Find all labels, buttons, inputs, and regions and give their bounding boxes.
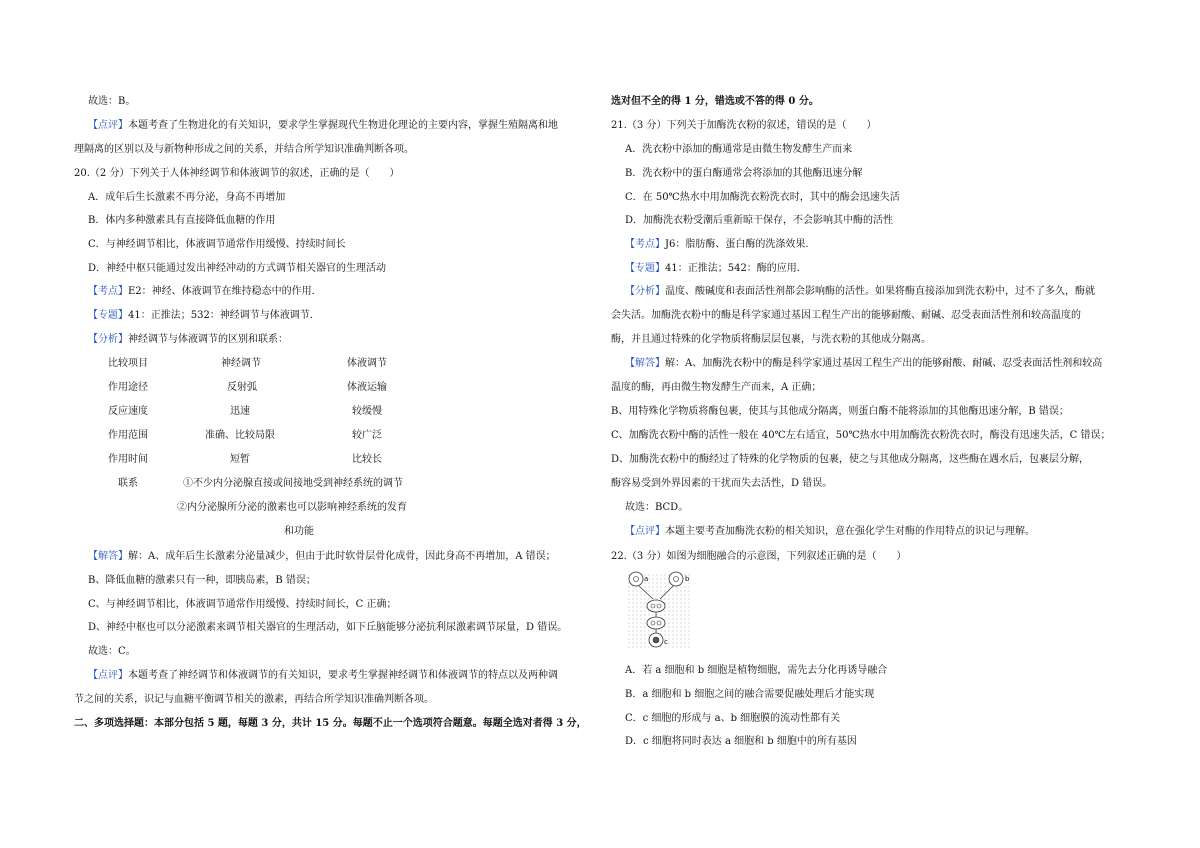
fusing-nucleus [651,604,655,608]
comment-paragraph [625,525,1035,539]
fenxi-tag: 【分析】 [625,286,665,297]
table-cell: 较缓慢 [352,406,382,417]
comment-tag: 【点评】 [88,670,128,681]
option-c: C．在 50℃热水中用加酶洗衣粉洗衣时，其中的酶会迅速失活 [625,192,900,203]
kaodian-text: J6：脂肪酶、蛋白酶的洗涤效果． [665,239,816,250]
fenxi-text: 会失活。加酶洗衣粉中的酶是科学家通过基因工程生产出的能够耐酸、耐碱、忍受表面活性剂和较高温度的 [611,310,1081,321]
option-d: D．加酶洗衣粉受潮后重新晾干保存，不会影响其中酶的活性 [625,215,894,226]
kaodian-text: E2：神经、体液调节在维持稳态中的作用． [128,286,322,297]
comment-text: 本题考查了神经调节和体液调节的有关知识，要求考生掌握神经调节和体液调节的特点以及两种调 [128,670,558,681]
zhuanti-tag: 【专题】 [88,310,128,321]
jieda-line [625,357,1102,371]
answer-line: 故选：BCD。 [625,502,689,513]
jieda-text: 酶容易受到外界因素的干扰而失去活性，D 错误。 [611,478,833,489]
zhuanti-line [88,309,320,323]
table-cell: 反射弧 [227,382,257,393]
jieda-text: D、加酶洗衣粉中的酶经过了特殊的化学物质的包裹，使之与其他成分隔离，这些酶在遇水后，包裹层分解， [611,454,1090,465]
fenxi-text: 温度、酸碱度和表面活性剂都会影响酶的活性。如果将酶直接添加到洗衣粉中，过不了多久，酶就 [665,286,1095,297]
jieda-text: D、神经中枢也可以分泌激素来调节相关器官的生理活动，如下丘脑能够分泌抗利尿激素调节尿量，D 错误。 [88,622,568,633]
option-d: D．c 细胞将同时表达 a 细胞和 b 细胞中的所有基因 [625,736,857,747]
jieda-text: 温度的酶，再由微生物发酵生产而来，A 正确； [611,382,822,393]
table-link-text: ①不少内分泌腺直接或间接地受到神经系统的调节 [183,478,403,489]
jieda-tag: 【解答】 [88,551,128,562]
table-link-label: 联系 [118,478,138,489]
table-cell: 短暂 [230,454,250,465]
table-cell: 比较长 [352,454,382,465]
option-c: C．c 细胞的形成与 a、b 细胞膜的流动性都有关 [625,713,841,724]
jieda-line [88,550,556,564]
jieda-text: 解：A、成年后生长激素分泌量减少，但由于此时软骨层骨化成骨，因此身高不再增加，A 错误； [128,551,556,562]
comment-paragraph [88,119,558,133]
fusing-nucleus [657,604,661,608]
zhuanti-tag: 【专题】 [625,263,665,274]
jieda-tag: 【解答】 [625,358,665,369]
table-header-cell: 比较项目 [108,358,148,369]
fenxi-line [625,285,1095,299]
fusing-cell [647,600,665,612]
fenxi-text: 酶，并且通过特殊的化学物质将酶层层包裹，与洗衣粉的其他成分隔离。 [611,334,931,345]
table-header-cell: 神经调节 [221,358,261,369]
table-cell: 作用途径 [108,382,148,393]
option-c: C．与神经调节相比，体液调节通常作用缓慢、持续时间长 [88,239,346,250]
zhuanti-text: 41：正推法；542：酶的应用． [665,263,807,274]
table-link-text: ②内分泌腺所分泌的激素也可以影响神经系统的发育 [177,502,407,513]
table-header-cell: 体液调节 [347,358,387,369]
zhuanti-text: 41：正推法；532：神经调节与体液调节． [128,310,320,321]
fenxi-text: 神经调节与体液调节的区别和联系： [128,334,288,345]
label-a: a [644,575,649,583]
binucleate-nucleus [657,621,661,625]
table-cell: 作用时间 [108,454,148,465]
answer-line: 故选：B。 [88,96,136,107]
cell-a-nucleus [634,577,639,582]
question-22-title: 22.（3 分）如图为细胞融合的示意图，下列叙述正确的是（ ） [611,551,907,562]
kaodian-line [88,285,322,299]
comment-text: 节之间的关系，识记与血糖平衡调节相关的激素，再结合所学知识准确判断各项。 [74,694,434,705]
table-cell: 作用范围 [108,430,148,441]
jieda-text: C、与神经调节相比，体液调节通常作用缓慢、持续时间长，C 正确； [88,599,397,610]
option-a: A．若 a 细胞和 b 细胞是植物细胞，需先去分化再诱导融合 [625,665,888,676]
kaodian-tag: 【考点】 [625,239,665,250]
question-21-title: 21.（3 分）下列关于加酶洗衣粉的叙述，错误的是（ ） [611,120,877,131]
option-a: A．洗衣粉中添加的酶通常是由微生物发酵生产而来 [625,144,853,155]
table-cell: 反应速度 [108,406,148,417]
kaodian-line [625,238,815,252]
option-b: B．洗衣粉中的蛋白酶通常会将添加的其他酶迅速分解 [625,168,863,179]
option-d: D．神经中枢只能通过发出神经冲动的方式调节相关器官的生理活动 [88,263,387,274]
comment-text: 理隔离的区别以及与新物种形成之间的关系，并结合所学知识准确判断各项。 [74,144,414,155]
jieda-text: B、降低血糖的激素只有一种，即胰岛素，B 错误； [88,575,316,586]
table-cell: 体液运输 [347,382,387,393]
jieda-text: B、用特殊化学物质将酶包裹，使其与其他成分隔离，则蛋白酶不能将添加的其他酶迅速分解，B 错误； [611,406,1069,417]
cell-b-nucleus [674,577,679,582]
kaodian-tag: 【考点】 [88,286,128,297]
option-b: B．a 细胞和 b 细胞之间的融合需要促融处理后才能实现 [625,689,875,700]
jieda-text: C、加酶洗衣粉中酶的活性一般在 40℃左右适宜，50℃热水中用加酶洗衣粉洗衣时，酶没有迅速失活，C 错误； [611,430,1111,441]
comment-tag: 【点评】 [88,120,128,131]
fenxi-tag: 【分析】 [88,334,128,345]
fenxi-line [88,333,288,347]
comment-text: 本题主要考查加酶洗衣粉的相关知识，意在强化学生对酶的作用特点的识记与理解。 [665,526,1035,537]
answer-line: 故选：C。 [88,646,136,657]
jieda-text: 解：A、加酶洗衣粉中的酶是科学家通过基因工程生产出的能够耐酸、耐碱、忍受表面活性剂和较高 [665,358,1103,369]
table-cell: 较广泛 [352,430,382,441]
binucleate-nucleus [651,621,655,625]
table-cell: 准确、比较局限 [205,430,275,441]
comment-paragraph [88,669,558,683]
question-20-title: 20.（2 分）下列关于人体神经调节和体液调节的叙述，正确的是（ ） [74,168,400,179]
option-a: A．成年后生长激素不再分泌，身高不再增加 [88,192,286,203]
cell-fusion-figure [624,570,696,652]
section-heading: 二、多项选择题：本部分包括 5 题，每题 3 分，共计 15 分。每题不止一个选项符合题意。每题全选对者得 3 分， [74,718,587,729]
cell-c-nucleus [653,637,659,643]
label-c: c [664,638,668,646]
comment-text: 本题考查了生物进化的有关知识，要求学生掌握现代生物进化理论的主要内容，掌握生殖隔离和地 [128,120,558,131]
binucleate-cell [647,617,665,629]
comment-tag: 【点评】 [625,526,665,537]
zhuanti-line [625,262,807,276]
option-b: B．体内多种激素具有直接降低血糖的作用 [88,215,276,226]
section-heading: 选对但不全的得 1 分，错选或不答的得 0 分。 [611,96,819,107]
table-cell: 迅速 [230,406,250,417]
label-b: b [685,575,690,583]
table-link-text: 和功能 [284,526,314,537]
